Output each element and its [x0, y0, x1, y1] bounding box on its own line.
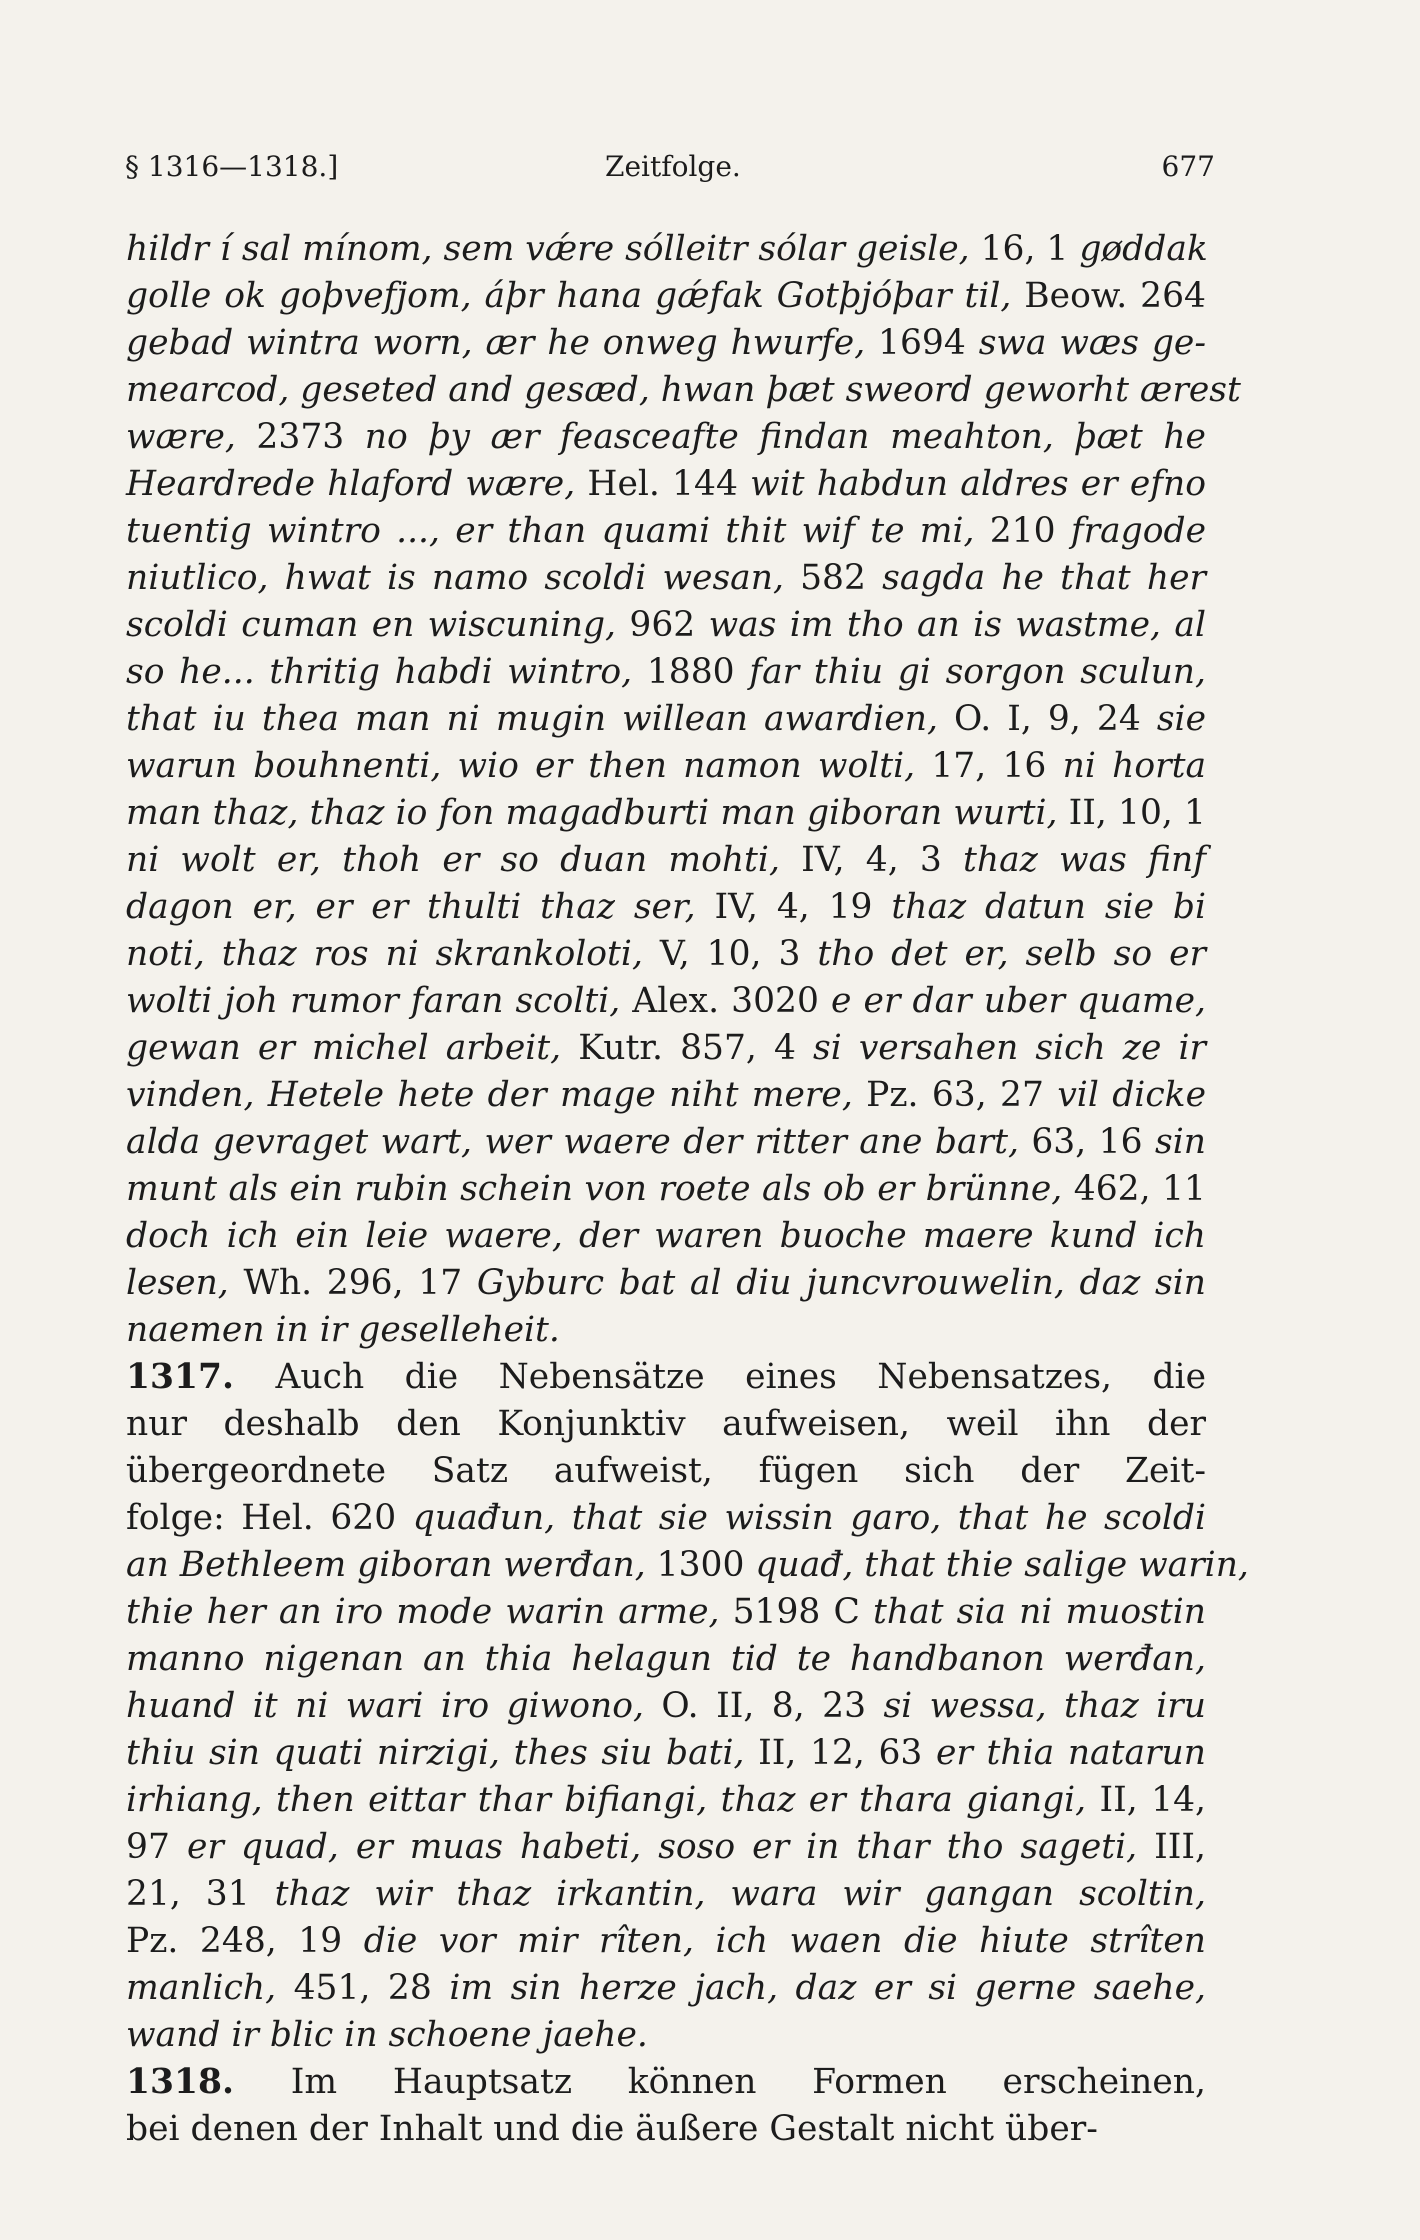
reference-text: II, 12, 63 — [758, 1733, 936, 1773]
reference-text: Auch die Nebensätze eines Nebensatzes, die — [275, 1357, 1206, 1397]
quoted-text: tho det er, selb so er — [817, 934, 1206, 974]
quoted-text: an Bethleem giboran werđan, — [126, 1545, 657, 1585]
quoted-text: that iu thea man ni mugin willean awardien, — [126, 699, 954, 739]
text-line — [126, 273, 1206, 320]
section-number: 1317. — [126, 1357, 276, 1397]
reference-text: bei denen der Inhalt und die äußere Gestalt nicht über- — [126, 2109, 1098, 2149]
text-line — [126, 1965, 1206, 2012]
quoted-text: hildr í sal mínom, sem vǽre sólleitr sólar geisle, — [126, 229, 981, 269]
reference-text: 210 — [989, 511, 1071, 551]
text-line — [126, 1072, 1206, 1119]
text-line — [126, 2012, 1206, 2059]
text-line — [126, 367, 1241, 414]
text-line — [126, 508, 1206, 555]
quoted-text: die vor mir rîten, ich waen die hiute strîten — [363, 1921, 1206, 1961]
quoted-text: sin — [1155, 1122, 1206, 1162]
quoted-text: manno nigenan an thia helagun tid te handbanon werđan, — [126, 1639, 1206, 1679]
running-title: Zeitfolge. — [605, 150, 741, 183]
quoted-text: so he... thritig habdi wintro, — [126, 652, 647, 692]
quoted-text: warun bouhnenti, wio er then namon wolti, — [126, 746, 932, 786]
quoted-text: was im tho an is wastme, al — [708, 605, 1206, 645]
quoted-text: far thiu gi sorgon sculun, — [749, 652, 1206, 692]
quoted-text: that sia ni muostin — [873, 1592, 1206, 1632]
text-line — [126, 1589, 1206, 1636]
quoted-text: man thaz, thaz io fon magadburti man giboran wurti, — [126, 793, 1069, 833]
reference-text: Pz. 248, 19 — [126, 1921, 364, 1961]
text-line — [126, 461, 1206, 508]
text-line — [126, 1166, 1206, 1213]
text-line — [126, 1401, 1206, 1448]
quoted-text: gewan er michel arbeit, — [126, 1028, 579, 1068]
quoted-text: sagda he that her — [882, 558, 1206, 598]
reference-text: nur deshalb den Konjunktiv aufweisen, weil ihn der — [126, 1404, 1206, 1444]
quoted-text: si versahen sich ze ir — [813, 1028, 1206, 1068]
reference-text: Im Hauptsatz können Formen erscheinen, — [290, 2062, 1206, 2102]
text-line — [126, 2106, 1206, 2153]
quoted-text: irhiang, then eittar thar bifiangi, thaz er thara giangi, — [126, 1780, 1100, 1820]
reference-text: O. II, 8, 23 — [661, 1686, 884, 1726]
text-line — [126, 1777, 1206, 1824]
quoted-text: golle ok goþvefjom, áþr hana gǽfak Gotþjóþar til, — [126, 276, 1025, 316]
quoted-text: wand ir blic in schoene jaehe. — [126, 2015, 648, 2055]
quoted-text: scoldi cuman en wiscuning, — [126, 605, 630, 645]
text-line — [126, 1542, 1249, 1589]
quoted-text: niutlico, hwat is namo scoldi wesan, — [126, 558, 801, 598]
text-line — [126, 2059, 1206, 2106]
reference-text: 2373 — [256, 417, 365, 457]
quoted-text: quađ, that thie salige warin, — [755, 1545, 1249, 1585]
text-line — [126, 790, 1206, 837]
reference-text: Alex. 3020 — [632, 981, 832, 1021]
quoted-text: thiu sin quati nirzigi, thes siu bati, — [126, 1733, 759, 1773]
quoted-text: e er dar uber quame, — [831, 981, 1206, 1021]
quoted-text: Gyburc bat al diu juncvrouwelin, daz sin — [476, 1263, 1206, 1303]
text-line — [126, 320, 1206, 367]
text-line — [126, 743, 1206, 790]
quoted-text: gebad wintra worn, ær he onweg hwurfe, — [126, 323, 879, 363]
quoted-text: gøddak — [1079, 229, 1208, 269]
text-line — [126, 884, 1206, 931]
reference-text: 462, 11 — [1073, 1169, 1206, 1209]
text-line — [126, 1824, 1206, 1871]
quoted-text: ni wolt er, thoh er so duan mohti, — [126, 840, 802, 880]
quoted-text: thie her an iro mode warin arme, — [126, 1592, 733, 1632]
quoted-text: tuentig wintro ..., er than quami thit wif te mi, — [126, 511, 990, 551]
reference-text: Beow. 264 — [1024, 276, 1206, 316]
quoted-text: si wessa, thaz iru — [883, 1686, 1207, 1726]
quoted-text: munt als ein rubin schein von roete als ob er brünne, — [126, 1169, 1074, 1209]
quoted-text: im sin herze jach, daz er si gerne saehe, — [449, 1968, 1206, 2008]
reference-text: 63, 16 — [1031, 1122, 1156, 1162]
quoted-text: Heardrede hlaford wære, — [126, 464, 588, 504]
reference-text: übergeordnete Satz aufweist, fügen sich der Zeit- — [126, 1451, 1206, 1491]
quoted-text: vil dicke — [1057, 1075, 1206, 1115]
quoted-text: er thia natarun — [936, 1733, 1206, 1773]
page-number: 677 — [1161, 150, 1215, 183]
quoted-text: sie — [1156, 699, 1206, 739]
text-line — [126, 1871, 1206, 1918]
reference-text: 16, 1 — [980, 229, 1080, 269]
text-line — [126, 837, 1206, 884]
text-line — [126, 602, 1206, 649]
reference-text: Hel. 144 — [587, 464, 751, 504]
text-line — [126, 931, 1206, 978]
reference-text: III, — [1154, 1827, 1206, 1867]
reference-text: 97 — [126, 1827, 187, 1867]
reference-text: 451, 28 — [293, 1968, 450, 2008]
text-line — [126, 649, 1206, 696]
reference-text: Pz. 63, 27 — [866, 1075, 1058, 1115]
reference-text: IV, 4, 3 — [801, 840, 963, 880]
quoted-text: manlich, — [126, 1968, 294, 2008]
quoted-text: wit habdun aldres er efno — [750, 464, 1207, 504]
reference-text: 5198 C — [732, 1592, 874, 1632]
text-line — [126, 978, 1206, 1025]
quoted-text: huand it ni wari iro giwono, — [126, 1686, 662, 1726]
reference-text: 21, 31 — [126, 1874, 275, 1914]
reference-text: 17, 16 — [931, 746, 1063, 786]
reference-text: O. I, 9, 24 — [953, 699, 1157, 739]
reference-text: V, 10, 3 — [659, 934, 818, 974]
reference-text: Wh. 296, 17 — [243, 1263, 477, 1303]
quoted-text: mearcod, geseted and gesæd, hwan þæt sweord geworht ærest — [126, 370, 1241, 410]
text-line — [126, 1918, 1206, 1965]
text-line — [126, 1354, 1206, 1401]
reference-text: II, 10, 1 — [1068, 793, 1207, 833]
reference-text: Kutr. 857, 4 — [578, 1028, 813, 1068]
text-line — [126, 555, 1206, 602]
reference-text: II, 14, — [1099, 1780, 1206, 1820]
text-line — [126, 1119, 1206, 1166]
text-line — [126, 1307, 1206, 1354]
section-reference: § 1316—1318.] — [125, 150, 339, 183]
text-line — [126, 1260, 1206, 1307]
section-number: 1318. — [126, 2062, 291, 2102]
text-line — [126, 1730, 1206, 1777]
text-line — [126, 1448, 1206, 1495]
reference-text: 582 — [800, 558, 883, 598]
quoted-text: fragode — [1070, 511, 1206, 551]
quoted-text: dagon er, er er thulti thaz ser, — [126, 887, 715, 927]
quoted-text: vinden, Hetele hete der mage niht mere, — [126, 1075, 867, 1115]
quoted-text: thaz was finf — [963, 840, 1206, 880]
quoted-text: doch ich ein leie waere, der waren buoche maere kund ich — [126, 1216, 1206, 1256]
quoted-text: quađun, that sie wissin garo, that he scoldi — [412, 1498, 1207, 1538]
reference-text: 962 — [629, 605, 709, 645]
quoted-text: alda gevraget wart, wer waere der ritter ane bart, — [126, 1122, 1032, 1162]
quoted-text: thaz wir thaz irkantin, wara wir gangan scoltin, — [274, 1874, 1206, 1914]
reference-text: 1880 — [646, 652, 750, 692]
text-line — [126, 1495, 1206, 1542]
reference-text: 1694 — [878, 323, 979, 363]
text-line — [126, 696, 1206, 743]
quoted-text: lesen, — [126, 1263, 244, 1303]
text-line — [126, 226, 1206, 273]
text-line — [126, 1213, 1206, 1260]
text-line — [126, 1636, 1206, 1683]
quoted-text: thaz datun sie bi — [891, 887, 1206, 927]
reference-text: 1300 — [656, 1545, 756, 1585]
text-line — [126, 1025, 1206, 1072]
quoted-text: ni horta — [1062, 746, 1207, 786]
quoted-text: swa wæs ge- — [978, 323, 1206, 363]
body-text — [126, 226, 1249, 2153]
quoted-text: wære, — [126, 417, 257, 457]
running-header — [125, 150, 1215, 190]
quoted-text: no þy ær feasceafte findan meahton, þæt he — [364, 417, 1206, 457]
quoted-text: naemen in ir geselleheit. — [126, 1310, 560, 1350]
reference-text: IV, 4, 19 — [714, 887, 892, 927]
text-line — [126, 414, 1206, 461]
quoted-text: noti, thaz ros ni skrankoloti, — [126, 934, 660, 974]
text-line — [126, 1683, 1206, 1730]
quoted-text: er quad, er muas habeti, soso er in thar tho sageti, — [186, 1827, 1155, 1867]
quoted-text: wolti joh rumor faran scolti, — [126, 981, 633, 1021]
reference-text: folge: Hel. 620 — [126, 1498, 413, 1538]
